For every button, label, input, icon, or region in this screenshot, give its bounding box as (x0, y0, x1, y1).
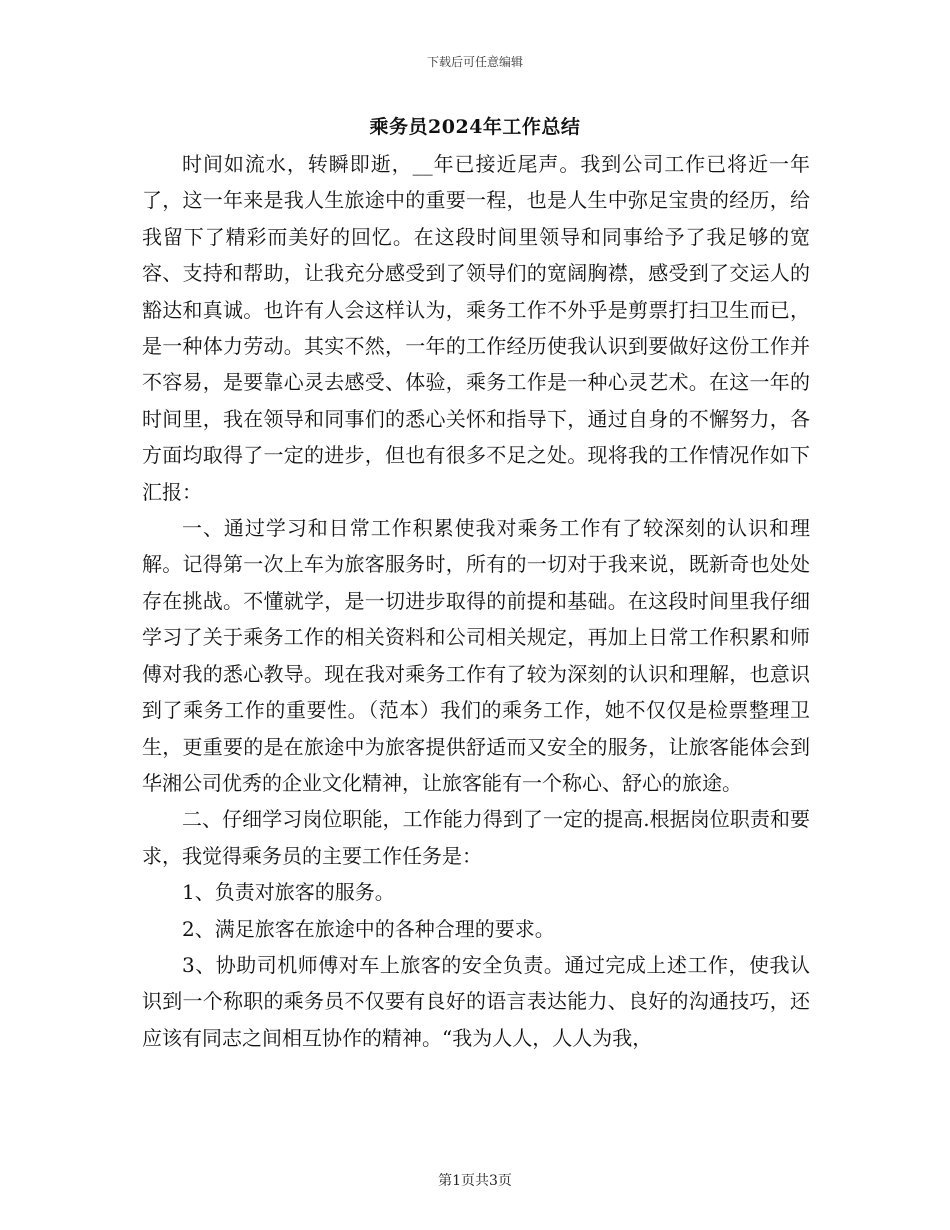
paragraph-section-2: 二、仔细学习岗位职能，工作能力得到了一定的提高.根据岗位职责和要求，我觉得乘务员的主要工作任务是： (142, 807, 810, 868)
list-item-duty-3: 3、协助司机师傅对车上旅客的安全负责。通过完成上述工作，使我认识到一个称职的乘务员不仅要有良好的语言表达能力、良好的沟通技巧，还应该有同志之间相互协作的精神。“我为人人，人人为我， (142, 952, 810, 1050)
document-body (142, 146, 810, 1056)
paragraph-intro: 时间如流水，转瞬即逝，__年已接近尾声。我到公司工作已将近一年了，这一年来是我人生旅途中的重要一程，也是人生中弥足宝贵的经历，给我留下了精彩而美好的回忆。在这段时间里领导和同事给予了我足够的宽容、支持和帮助，让我充分感受到了领导们的宽阔胸襟，感受到了交运人的豁达和真诚。也许有人会这样认为，乘务工作不外乎是剪票打扫卫生而已，是一种体力劳动。其实不然，一年的工作经历使我认识到要做好这份工作并不容易，是要靠心灵去感受、体验，乘务工作是一种心灵艺术。在这一年的时间里，我在领导和同事们的悉心关怀和指导下，通过自身的不懈努力，各方面均取得了一定的进步，但也有很多不足之处。现将我的工作情况作如下汇报： (142, 152, 810, 504)
page-header-note: 下载后可任意编辑 (426, 55, 523, 69)
list-item-duty-1: 1、负责对旅客的服务。 (182, 880, 395, 905)
paragraph-section-1: 一、通过学习和日常工作积累使我对乘务工作有了较深刻的认识和理解。记得第一次上车为旅客服务时，所有的一切对于我来说，既新奇也处处存在挑战。不懂就学，是一切进步取得的前提和基础。在这段时间里我仔细学习了关于乘务工作的相关资料和公司相关规定，再加上日常工作积累和师傅对我的悉心教导。现在我对乘务工作有了较为深刻的认识和理解，也意识到了乘务工作的重要性。（范本）我们的乘务工作，她不仅仅是检票整理卫生，更重要的是在旅途中为旅客提供舒适而又安全的服务，让旅客能体会到华湘公司优秀的企业文化精神，让旅客能有一个称心、舒心的旅途。 (142, 516, 810, 795)
list-item-duty-2: 2、满足旅客在旅途中的各种合理的要求。 (182, 916, 555, 941)
document-title: 乘务员2024年工作总结 (369, 116, 581, 138)
page-number-footer: 第1页共3页 (438, 1173, 512, 1189)
